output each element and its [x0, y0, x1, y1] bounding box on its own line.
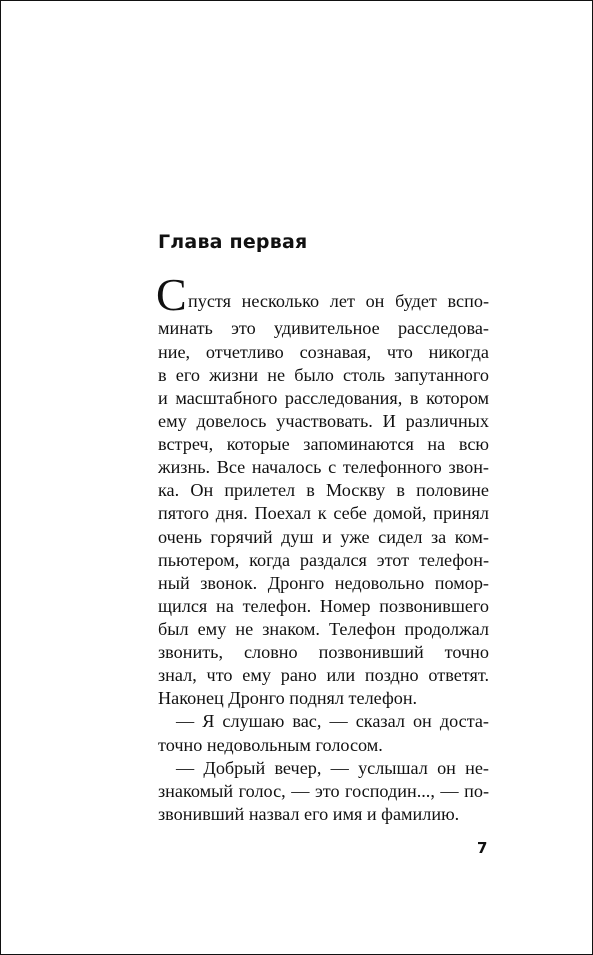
text-line: жизнь. Все началось с телефонного звон- [158, 457, 489, 477]
text-line: пьютером, когда раздался этот телефон- [158, 550, 489, 570]
text-line: ему довелось участвовать. И различных [158, 411, 489, 431]
text-line: пустя несколько лет он будет вспо- [188, 291, 489, 311]
text-line: ние, отчетливо сознавая, что никогда [158, 342, 489, 362]
text-line: минать это удивительное расследова- [158, 318, 489, 338]
text-line: ка. Он прилетел в Москву в половине [158, 480, 489, 500]
text-line: встреч, которые запоминаются на всю [158, 434, 489, 454]
text-line: очень горячий душ и уже сидел за ком- [158, 527, 489, 547]
text-line: — Я слушаю вас, — сказал он доста- [176, 711, 489, 731]
text-line: был ему не знаком. Телефон продолжал [158, 619, 489, 639]
drop-cap: С [156, 269, 187, 320]
text-line: Наконец Дронго поднял телефон. [158, 688, 418, 708]
text-line: в его жизни не было столь запутанного [158, 365, 489, 385]
text-line: ный звонок. Дронго недовольно помор- [158, 573, 489, 593]
text-line: звонить, словно позвонивший точно [158, 642, 489, 662]
text-line: точно недовольным голосом. [158, 735, 383, 755]
text-line: знал, что ему рано или поздно ответят. [158, 665, 489, 685]
text-line: звонивший назвал его имя и фамилию. [158, 804, 460, 824]
text-line: знакомый голос, — это господин..., — по- [158, 781, 489, 801]
text-line: и масштабного расследования, в котором [158, 388, 489, 408]
text-line: пятого дня. Поехал к себе домой, принял [158, 503, 489, 523]
page-number: 7 [477, 839, 488, 857]
text-line: — Добрый вечер, — услышал он не- [176, 758, 489, 778]
text-line: щился на телефон. Номер позвонившего [158, 596, 489, 616]
chapter-title: Глава первая [158, 231, 308, 253]
